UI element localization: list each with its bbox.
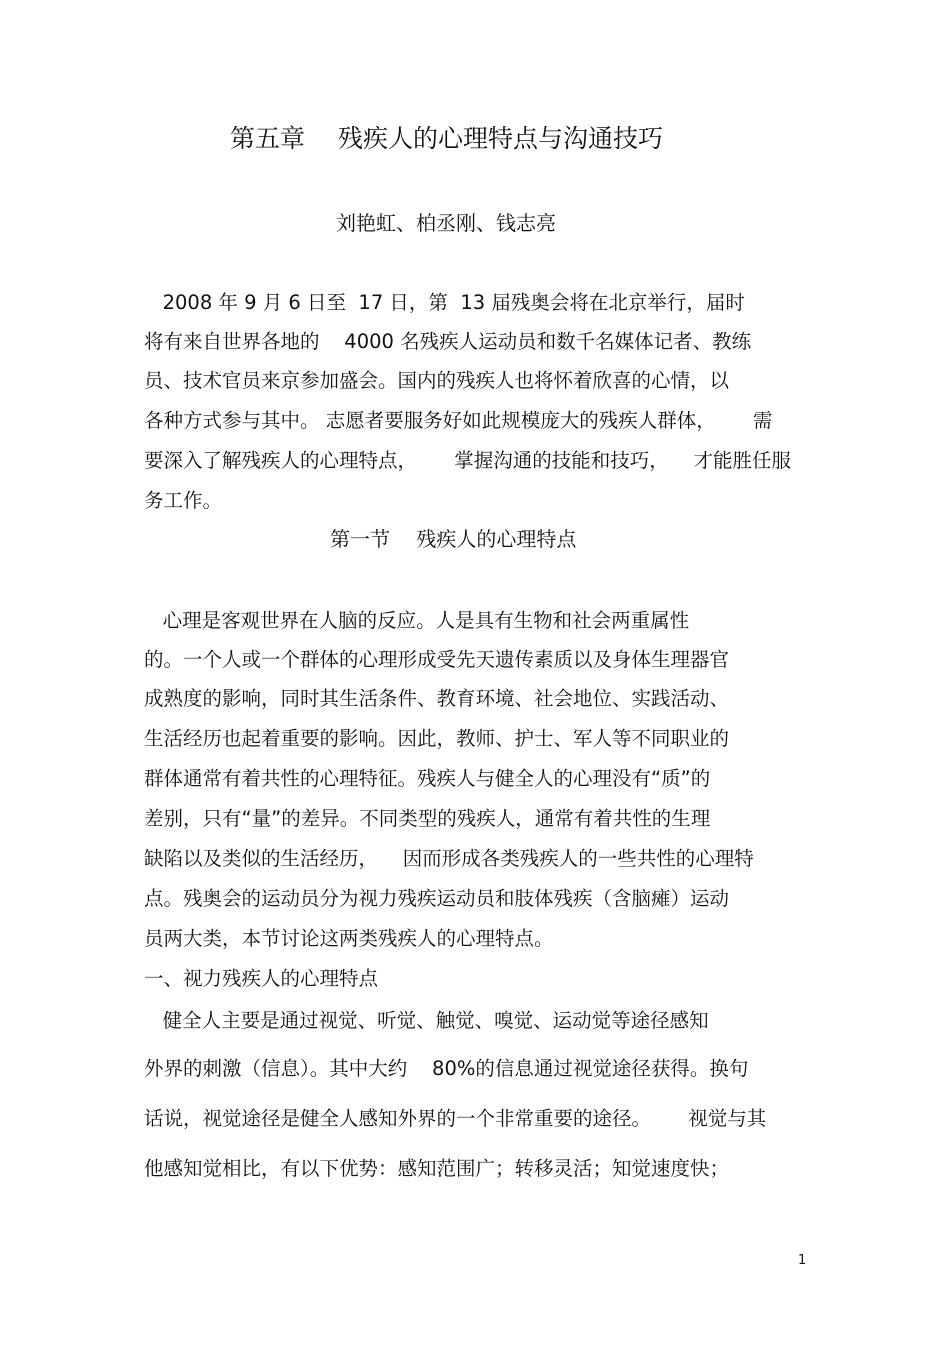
intro-line: 要深入了解残疾人的心理特点， 掌握沟通的技能和技巧， 才能胜任服 — [144, 449, 791, 472]
section-title: 第一节 残疾人的心理特点 — [330, 527, 577, 551]
body-line: 群体通常有着共性的心理特征。残疾人与健全人的心理没有“质”的 — [144, 767, 711, 790]
page-number: 1 — [798, 1253, 807, 1268]
body-line: 差别，只有“量”的差异。不同类型的残疾人，通常有着共性的生理 — [144, 807, 711, 830]
body-line: 缺陷以及类似的生活经历， 因而形成各类残疾人的一些共性的心理特 — [144, 847, 754, 870]
body-line: 的。一个人或一个群体的心理形成受先天遗传素质以及身体生理器官 — [144, 648, 730, 671]
body-line: 心理是客观世界在人脑的反应。人是具有生物和社会两重属性 — [144, 609, 690, 632]
body-line: 点。残奥会的运动员分为视力残疾运动员和肢体残疾（含脑瘫）运动 — [144, 887, 730, 910]
intro-line: 2008 年 9 月 6 日至 17 日，第 13 届残奥会将在北京举行，届时 — [144, 291, 745, 314]
intro-line: 将有来自世界各地的 4000 名残疾人运动员和数千名媒体记者、教练 — [144, 330, 752, 353]
intro-line: 员、技术官员来京参加盛会。国内的残疾人也将怀着欣喜的心情，以 — [144, 369, 730, 392]
sub-line: 他感知觉相比，有以下优势：感知范围广；转移灵活；知觉速度快； — [144, 1157, 730, 1180]
chapter-title: 第五章 残疾人的心理特点与沟通技巧 — [230, 124, 663, 153]
body-line: 生活经历也起着重要的影响。因此，教师、护士、军人等不同职业的 — [144, 727, 730, 750]
body-line: 成熟度的影响，同时其生活条件、教育环境、社会地位、实践活动、 — [144, 687, 730, 710]
intro-line: 各种方式参与其中。 志愿者要服务好如此规模庞大的残疾人群体， 需 — [144, 409, 773, 432]
sub-line: 外界的刺激（信息）。其中大约 80%的信息通过视觉途径获得。换句 — [144, 1057, 749, 1080]
sub-line: 健全人主要是通过视觉、听觉、触觉、嗅觉、运动觉等途径感知 — [144, 1009, 709, 1032]
intro-line: 务工作。 — [144, 489, 223, 512]
body-line: 员两大类，本节讨论这两类残疾人的心理特点。 — [144, 927, 554, 950]
sub-line: 话说，视觉途径是健全人感知外界的一个非常重要的途径。 视觉与其 — [144, 1107, 767, 1130]
author-names: 刘艳虹、柏丞刚、钱志亮 — [336, 211, 556, 235]
subsection-title: 一、视力残疾人的心理特点 — [144, 967, 379, 990]
